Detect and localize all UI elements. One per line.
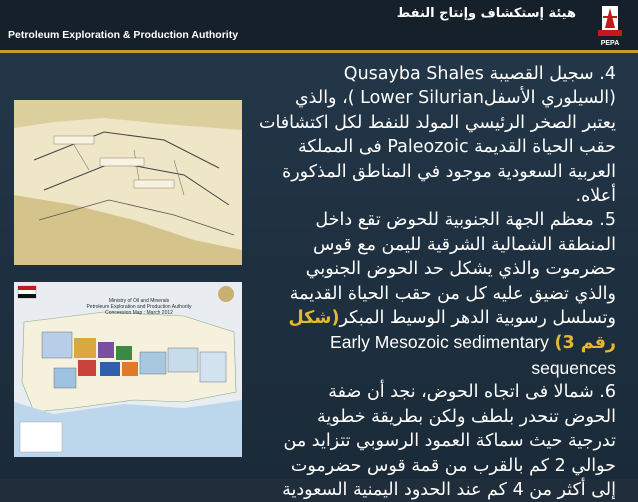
header-accent-line xyxy=(0,50,638,53)
logo-text: PEPA xyxy=(600,40,620,47)
body-line: الحوض تنحدر بلطف ولكن بطريقة خطوية xyxy=(317,406,616,427)
body-line-en: sequences xyxy=(531,357,616,378)
body-line: حقب الحياة القديمة Paleozoic فى المملكة xyxy=(298,137,616,158)
body-line: (السيلوري الأسفلLower Silurian )، والذي xyxy=(294,88,616,109)
body-line: وتسلسل رسوبية الدهر الوسيط المبكر xyxy=(339,308,616,329)
pepa-logo-icon xyxy=(586,2,634,48)
body-line-with-ref xyxy=(246,330,616,355)
map-title-line: Petroleum Exploration and Production Authority xyxy=(86,304,192,310)
map-title-line: Ministry of Oil and Minerals xyxy=(108,298,170,304)
figure-reference-number: رقم 3) xyxy=(554,333,616,354)
body-text xyxy=(246,62,616,502)
body-line-en: Early Mesozoic sedimentary xyxy=(330,332,549,353)
header-title-en: Petroleum Exploration & Production Authority xyxy=(8,29,239,41)
figure-reference: (شكل xyxy=(288,308,340,329)
body-line: حوالي 2 كم بالقرب من قمة قوس حضرموت xyxy=(290,455,616,476)
body-line: يعتبر الصخر الرئيسي المولد للنفط لكل اكتشافات xyxy=(258,112,616,133)
body-line: 5. معظم الجهة الجنوبية للحوض تقع داخل xyxy=(315,210,616,231)
map-title-line: Concession Map : March 2012 xyxy=(105,310,173,316)
body-line: حضرموت والذي يشكل حد الحوض الجنوبي xyxy=(305,259,616,280)
body-line: 4. سجيل القصيبة Qusayba Shales xyxy=(343,64,616,84)
body-line: والذي تضيق عليه كل من حقب الحياة القديمة xyxy=(289,283,616,304)
concession-map xyxy=(14,282,242,457)
body-line: إلى أكثر من 4 كم عند الحدود اليمنية السعودية xyxy=(282,479,616,500)
body-line: 6. شمالا فى اتجاه الحوض، نجد أن ضفة xyxy=(328,382,616,403)
header-title-ar: هيئة إستكشاف وإنتاج النفط xyxy=(396,6,576,21)
concession-map-title xyxy=(84,298,194,316)
body-line-with-ref xyxy=(246,306,616,330)
body-line: العربية السعودية موجود في المناطق المذكورة xyxy=(282,161,616,182)
body-line: تدرجية حيث سماكة العمود الرسوبي تتزايد من xyxy=(283,431,616,452)
geologic-basin-map xyxy=(14,100,242,265)
body-line: أعلاه. xyxy=(575,186,616,207)
header-bar xyxy=(0,0,638,50)
body-line: المنطقة الشمالية الشرقية لليمن مع قوس xyxy=(312,234,616,255)
